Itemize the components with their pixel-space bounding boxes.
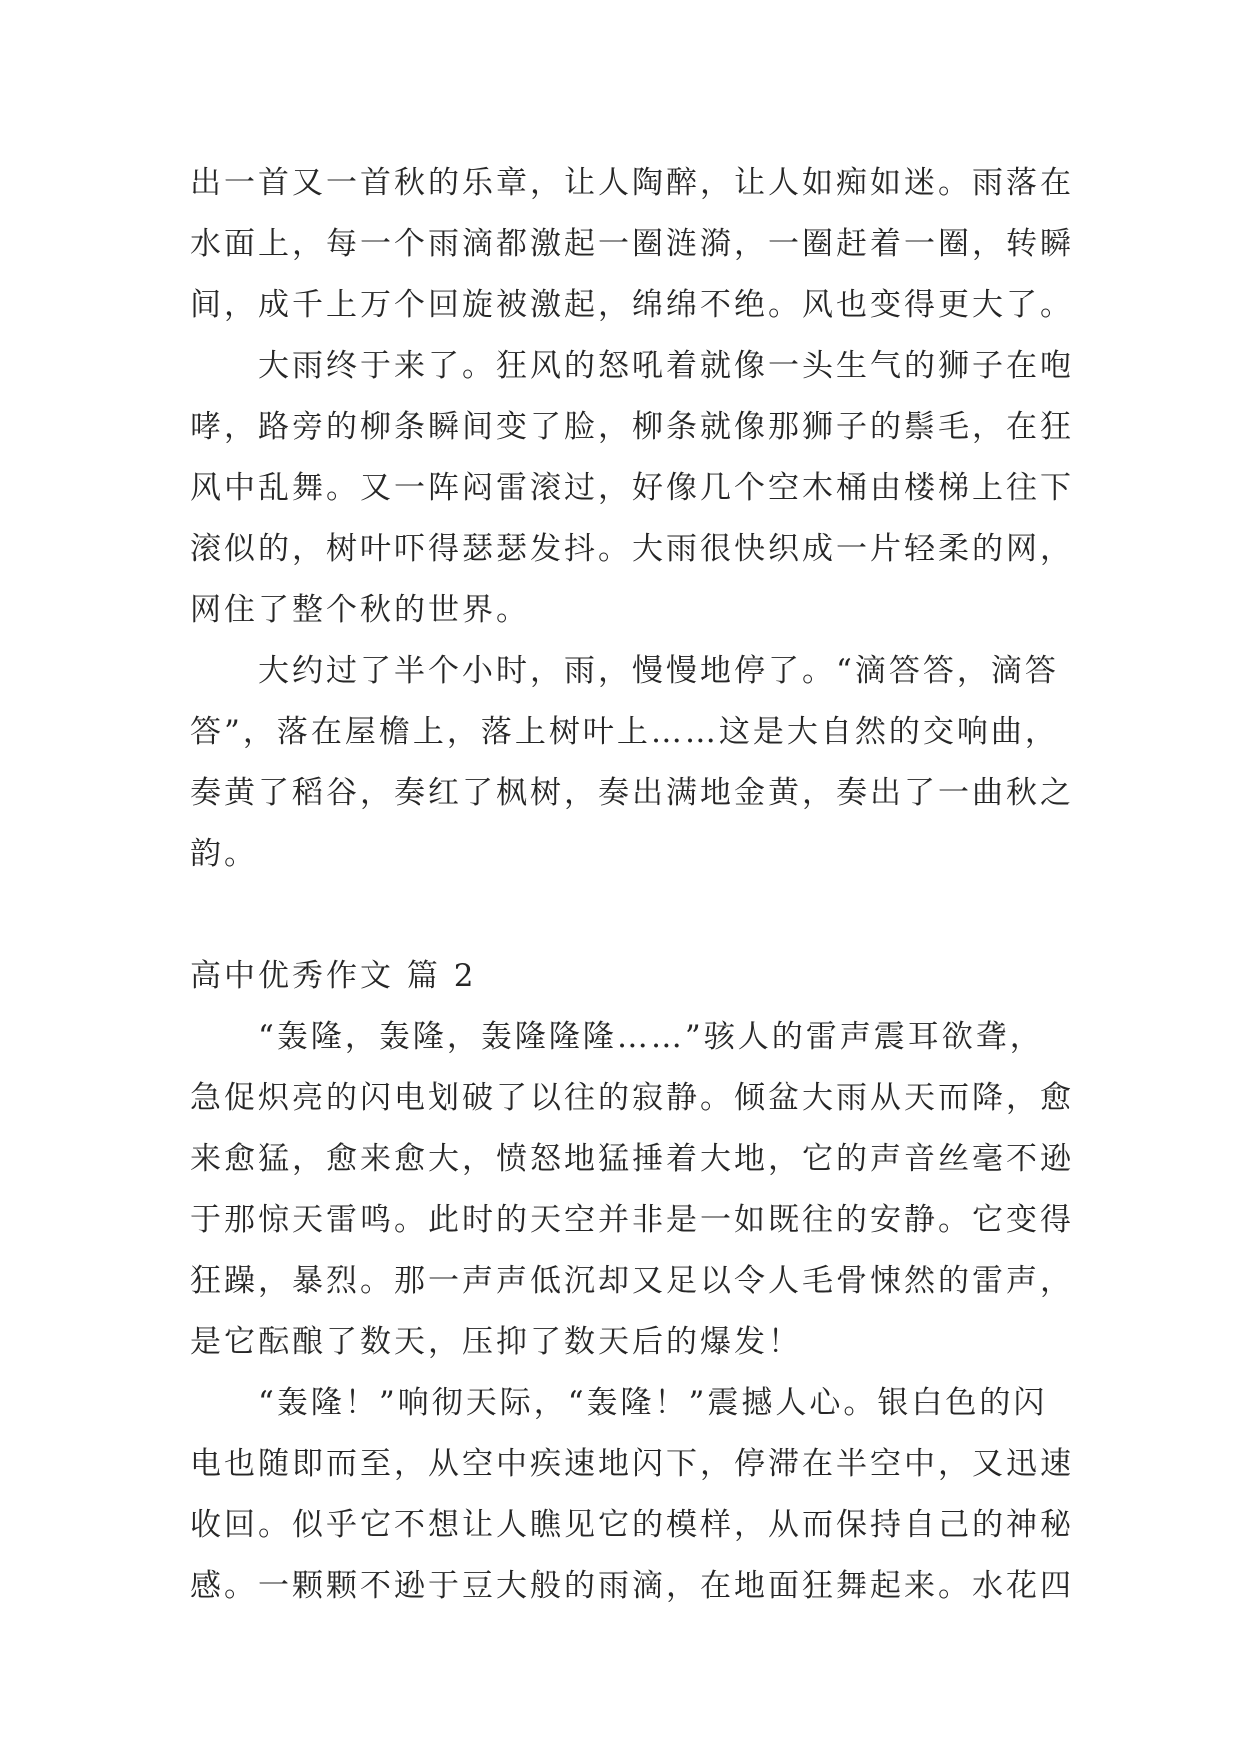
text-line: 水面上，每一个雨滴都激起一圈涟漪，一圈赶着一圈，转瞬 (190, 226, 1074, 262)
text-line: 奏黄了稻谷，奏红了枫树，奏出满地金黄，奏出了一曲秋之 (190, 775, 1074, 811)
text-line: 狂躁，暴烈。那一声声低沉却又足以令人毛骨悚然的雷声， (190, 1263, 1074, 1299)
text-line: 出一首又一首秋的乐章，让人陶醉，让人如痴如迷。雨落在 (190, 165, 1074, 201)
paragraph-essay1-p3 (190, 641, 1074, 885)
text-line: 电也随即而至，从空中疾速地闪下，停滞在半空中，又迅速 (190, 1446, 1074, 1482)
text-line: 大雨终于来了。狂风的怒吼着就像一头生气的狮子在咆 (258, 348, 1074, 384)
text-line: 网住了整个秋的世界。 (190, 592, 530, 628)
text-line: 收回。似乎它不想让人瞧见它的模样，从而保持自己的神秘 (190, 1507, 1074, 1543)
document-body (190, 153, 1074, 1617)
text-line: 急促炽亮的闪电划破了以往的寂静。倾盆大雨从天而降，愈 (190, 1080, 1074, 1116)
text-line: 感。一颗颗不逊于豆大般的雨滴，在地面狂舞起来。水花四 (190, 1568, 1074, 1604)
text-line: “轰隆，轰隆，轰隆隆隆……”骇人的雷声震耳欲聋， (258, 1019, 1044, 1055)
text-line: 哮，路旁的柳条瞬间变了脸，柳条就像那狮子的鬃毛，在狂 (190, 409, 1074, 445)
text-line: 是它酝酿了数天，压抑了数天后的爆发！ (190, 1324, 802, 1360)
paragraph-essay2-p2 (190, 1373, 1074, 1617)
text-line: 于那惊天雷鸣。此时的天空并非是一如既往的安静。它变得 (190, 1202, 1074, 1238)
paragraph-essay2-p1 (190, 1007, 1074, 1373)
essay-heading: 高中优秀作文 篇 2 (190, 958, 477, 994)
section-gap (190, 885, 1070, 946)
text-line: 风中乱舞。又一阵闷雷滚过，好像几个空木桶由楼梯上往下 (190, 470, 1074, 506)
text-line: 答”，落在屋檐上，落上树叶上……这是大自然的交响曲， (190, 714, 1059, 750)
paragraph-essay1-p2 (190, 336, 1074, 641)
text-line: “轰隆！”响彻天际，“轰隆！”震撼人心。银白色的闪 (258, 1385, 1048, 1421)
text-line: 来愈猛，愈来愈大，愤怒地猛捶着大地，它的声音丝毫不逊 (190, 1141, 1074, 1177)
text-line: 大约过了半个小时，雨，慢慢地停了。“滴答答，滴答 (258, 653, 1059, 689)
text-line: 滚似的，树叶吓得瑟瑟发抖。大雨很快织成一片轻柔的网， (190, 531, 1074, 567)
paragraph-essay1-p1 (190, 153, 1074, 336)
text-line: 韵。 (190, 836, 258, 872)
text-line: 间，成千上万个回旋被激起，绵绵不绝。风也变得更大了。 (190, 287, 1074, 323)
